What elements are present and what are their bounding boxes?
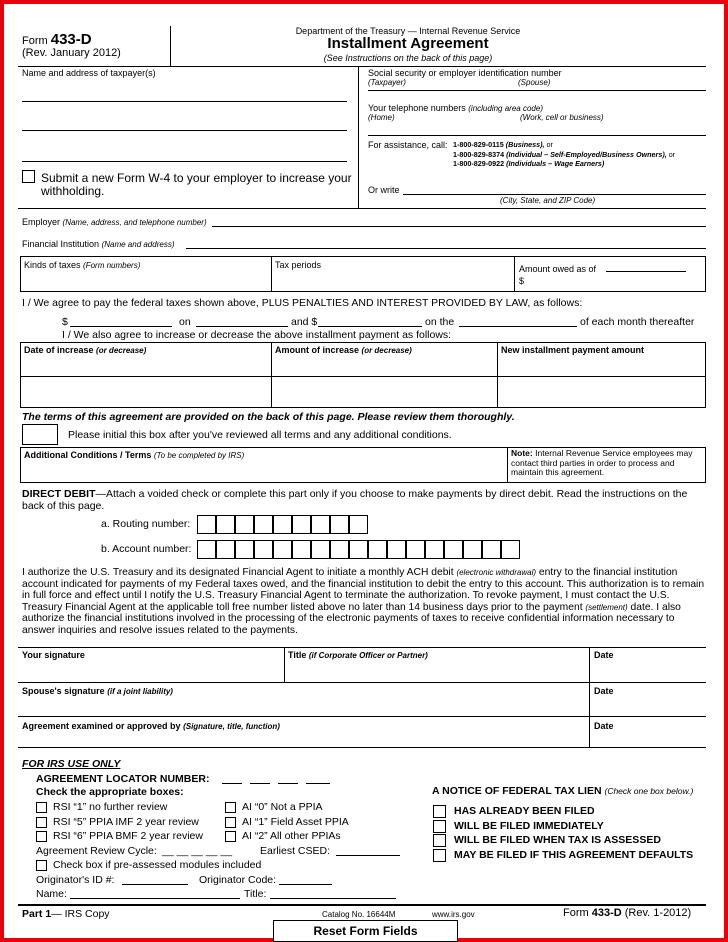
- increase-amount-label: [275, 345, 412, 355]
- digit-cell[interactable]: [254, 540, 273, 559]
- approved-label-text: Agreement examined or approved by: [22, 721, 181, 731]
- footer-part: [22, 908, 110, 920]
- digit-cell[interactable]: [273, 515, 292, 534]
- title-field-label: Title:: [244, 888, 267, 900]
- divider: [20, 376, 706, 377]
- review-cycle-field[interactable]: __ __ __ __ __: [162, 845, 233, 857]
- rsi-6-checkbox[interactable]: [36, 831, 47, 842]
- footer-form-prefix: Form: [563, 907, 589, 919]
- new-payment-label: New installment payment amount: [501, 345, 645, 355]
- title-note: (if Corporate Officer or Partner): [308, 651, 428, 660]
- divider: [18, 208, 706, 209]
- name-address-label: Name and address of taxpayer(s): [22, 68, 156, 78]
- digit-cell[interactable]: [273, 540, 292, 559]
- periods-label: Tax periods: [275, 260, 322, 270]
- agree-increase-line: I / We also agree to increase or decrease the above installment payment as follows:: [62, 329, 452, 341]
- note-label: Note:: [511, 448, 533, 458]
- divider: [507, 447, 508, 483]
- kinds-label-text: Kinds of taxes: [24, 260, 81, 270]
- direct-debit-instructions: —Attach a voided check or complete this part only if you choose to make payments by direct debit. Read the instructions on the back of this page.: [22, 488, 688, 512]
- locator-blank[interactable]: [306, 783, 330, 784]
- terms-text: The terms of this agreement are provided on the back of this page. Please review them thoroughly.: [22, 411, 515, 423]
- ssn-spouse-label: (Spouse): [518, 78, 551, 87]
- department: Department of the Treasury — Internal Revenue Service: [295, 26, 521, 36]
- phone-work-label: (Work, cell or business): [520, 113, 604, 122]
- direct-debit-text: [22, 488, 706, 512]
- originator-code-label: Originator Code:: [199, 874, 277, 886]
- page-title: Installment Agreement: [327, 35, 489, 52]
- assist-tail: or: [544, 140, 553, 149]
- w4-checkbox[interactable]: [22, 170, 35, 183]
- title-field[interactable]: [270, 898, 396, 899]
- authorization-text: [22, 567, 706, 637]
- digit-cell[interactable]: [330, 540, 349, 559]
- name-line-3[interactable]: [22, 161, 347, 162]
- ai-1-label: AI “1” Field Asset PPIA: [242, 816, 349, 828]
- assist-label: For assistance, call:: [368, 140, 448, 150]
- assist-num: 1-800-829-0115: [453, 140, 504, 149]
- digit-cell[interactable]: [235, 515, 254, 534]
- pre-assessed-label: Check box if pre-assessed modules included: [53, 859, 262, 871]
- your-signature-label: Your signature: [22, 650, 85, 660]
- pre-assessed-checkbox[interactable]: [36, 860, 47, 871]
- digit-cell[interactable]: [216, 540, 235, 559]
- copy-label: — IRS Copy: [51, 908, 110, 920]
- approved-by-label: [22, 721, 280, 731]
- footer-form-number: 433-D: [591, 907, 622, 919]
- assist-line: [453, 159, 675, 169]
- agree-on: on: [179, 316, 191, 328]
- phone-home-label: (Home): [368, 113, 395, 122]
- part-label: Part 1: [22, 908, 52, 920]
- footer-form-id: [563, 907, 691, 919]
- digit-cell[interactable]: [292, 515, 311, 534]
- increase-amount-note: (or decrease): [361, 346, 412, 355]
- agree-dollar: $: [62, 316, 68, 328]
- phone-field[interactable]: [368, 135, 706, 136]
- ai-0-label: AI “0” Not a PPIA: [242, 801, 323, 813]
- digit-cell[interactable]: [463, 540, 482, 559]
- divider: [284, 647, 285, 682]
- form-number: 433-D: [50, 31, 92, 48]
- phone-label-text: Your telephone numbers: [368, 103, 466, 113]
- conditions-note-box: [511, 449, 703, 478]
- auth-part: (settlement): [585, 602, 628, 612]
- auth-part: I authorize the U.S. Treasury and its designated Financial Agent to initiate a monthly ACH debit: [22, 567, 457, 578]
- name-line-1[interactable]: [22, 101, 347, 102]
- name-line-2[interactable]: [22, 130, 347, 131]
- spouse-label-text: Spouse's signature: [22, 686, 105, 696]
- assist-num: 1-800-829-0922: [453, 159, 505, 168]
- date-label: Date: [594, 650, 614, 660]
- digit-cell[interactable]: [368, 540, 387, 559]
- csed-label: Earliest CSED:: [260, 845, 331, 857]
- check-boxes-label: Check the appropriate boxes:: [36, 786, 184, 798]
- date-label: Date: [594, 721, 614, 731]
- amount-owed-label: Amount owed as of: [519, 264, 597, 274]
- agree-month-after: of each month thereafter: [580, 316, 695, 328]
- lien-immediately-checkbox[interactable]: [433, 820, 446, 833]
- ssn-field[interactable]: [368, 90, 706, 91]
- digit-cell[interactable]: [254, 515, 273, 534]
- rsi-5-checkbox[interactable]: [36, 817, 47, 828]
- form-id: [22, 31, 92, 48]
- divider: [18, 904, 706, 906]
- employer-note: (Name, address, and telephone number): [62, 218, 207, 227]
- assist-desc: (Individuals – Wage Earners): [506, 159, 605, 168]
- form-prefix: Form: [22, 35, 48, 47]
- digit-cell[interactable]: [387, 540, 406, 559]
- divider: [18, 716, 706, 717]
- digit-cell[interactable]: [311, 540, 330, 559]
- rsi-1-label: RSI “1” no further review: [53, 801, 168, 813]
- increase-date-text: Date of increase: [24, 345, 94, 355]
- originator-id-label: Originator's ID #:: [36, 874, 115, 886]
- start-date-field[interactable]: [196, 326, 288, 327]
- divider: [18, 647, 706, 648]
- divider: [18, 682, 706, 683]
- financial-note: (Name and address): [101, 240, 175, 249]
- employer-label-text: Employer: [22, 217, 61, 227]
- ssn-taxpayer-label: (Taxpayer): [368, 78, 406, 87]
- approved-note: (Signature, title, function): [183, 722, 280, 731]
- ai-1-checkbox[interactable]: [225, 817, 236, 828]
- conditions-note: (To be completed by IRS): [153, 451, 245, 460]
- digit-cell[interactable]: [292, 540, 311, 559]
- digit-cell[interactable]: [330, 515, 349, 534]
- csed-field[interactable]: [336, 855, 400, 856]
- divider: [358, 66, 359, 208]
- reset-form-button[interactable]: Reset Form Fields: [273, 920, 458, 942]
- auth-part: date. I also authorize the financial institutions involved in the processing of the electronic payments of taxes to receive confidential information necessary to answer inquiries and resolve issues related to the payments.: [22, 601, 681, 636]
- form-revision: (Rev. January 2012): [22, 47, 121, 59]
- agree-and: and $: [291, 316, 318, 328]
- assist-line: [453, 140, 675, 150]
- lien-heading: [432, 785, 693, 797]
- employer-label: [22, 217, 207, 227]
- phone-note: (including area code): [468, 104, 543, 113]
- write-field[interactable]: [403, 194, 706, 195]
- lien-option: WILL BE FILED WHEN TAX IS ASSESSED: [454, 834, 661, 846]
- footer-rev: (Rev. 1-2012): [624, 907, 692, 919]
- digit-cell[interactable]: [444, 540, 463, 559]
- financial-label-text: Financial Institution: [22, 239, 100, 249]
- increase-date-label: [24, 345, 146, 355]
- monthly-amount-field[interactable]: [318, 326, 422, 327]
- installment-amount-field[interactable]: [70, 326, 172, 327]
- auth-part: entry to the financial institution account indicated for payments of my Federal taxes owed, and the financial institution to debit the entry to this account. This authorization is to remain in full force and effect until I notify the U.S. Treasury Financial Agent to terminate the authorization. To revoke payment, I must contact the U.S. Treasury Financial Agent at the applicable toll free number listed above no later than 14 business days prior to the payment: [22, 567, 705, 613]
- lien-option: WILL BE FILED IMMEDIATELY: [454, 820, 604, 832]
- locator-blank[interactable]: [278, 783, 298, 784]
- locator-blank[interactable]: [222, 783, 242, 784]
- originator-code-field[interactable]: [279, 884, 332, 885]
- rsi-5-label: RSI “5” PPIA IMF 2 year review: [53, 816, 199, 828]
- financial-label: [22, 239, 174, 249]
- divider: [514, 256, 515, 292]
- digit-cell[interactable]: [349, 540, 368, 559]
- conditions-label: [24, 450, 244, 460]
- date-label: Date: [594, 686, 614, 696]
- review-cycle-label: Agreement Review Cycle:: [36, 845, 157, 857]
- initial-instruction: Please initial this box after you've reviewed all terms and any additional conditions.: [68, 429, 452, 441]
- city-state-label: (City, State, and ZIP Code): [500, 196, 596, 205]
- digit-cell[interactable]: [501, 540, 520, 559]
- rsi-6-label: RSI “6” PPIA BMF 2 year review: [53, 830, 203, 842]
- or-write-label: Or write: [368, 185, 400, 195]
- lien-assessed-checkbox[interactable]: [433, 834, 446, 847]
- digit-cell[interactable]: [216, 515, 235, 534]
- originator-id-field[interactable]: [122, 884, 188, 885]
- digit-cell[interactable]: [197, 515, 216, 534]
- assist-num: 1-800-829-8374: [453, 149, 505, 159]
- divider: [589, 647, 590, 747]
- direct-debit-heading: DIRECT DEBIT: [22, 488, 96, 500]
- digit-cell[interactable]: [406, 540, 425, 559]
- name-label: Name:: [36, 888, 67, 900]
- auth-part: (electronic withdrawal): [456, 568, 537, 577]
- ai-0-checkbox[interactable]: [225, 802, 236, 813]
- locator-label: AGREEMENT LOCATOR NUMBER:: [36, 773, 210, 785]
- catalog-number: Catalog No. 16644M: [322, 910, 396, 919]
- title-label: [288, 650, 428, 660]
- digit-cell[interactable]: [197, 540, 216, 559]
- divider: [271, 342, 272, 408]
- w4-text: Submit a new Form W-4 to your employer to increase your withholding.: [41, 171, 352, 198]
- assist-line: [453, 150, 675, 160]
- digit-cell[interactable]: [349, 515, 368, 534]
- initial-box[interactable]: [22, 424, 58, 445]
- ai-2-checkbox[interactable]: [225, 831, 236, 842]
- increase-amount-text: Amount of increase: [275, 345, 360, 355]
- assist-desc: (Individual – Self-Employed/Business Owners),: [506, 149, 667, 159]
- lien-filed-checkbox[interactable]: [433, 805, 446, 818]
- conditions-label-text: Additional Conditions / Terms: [24, 450, 152, 460]
- agree-on-the: on the: [425, 316, 455, 328]
- digit-cell[interactable]: [482, 540, 501, 559]
- ssn-label: Social security or employer identification number: [368, 68, 562, 78]
- divider: [18, 747, 706, 748]
- spouse-signature-label: [22, 686, 173, 696]
- rsi-1-checkbox[interactable]: [36, 802, 47, 813]
- routing-label: a. Routing number:: [101, 518, 191, 530]
- locator-blank[interactable]: [250, 783, 270, 784]
- kinds-note: (Form numbers): [83, 261, 141, 270]
- employer-field[interactable]: [212, 226, 706, 227]
- increase-date-note: (or decrease): [96, 346, 147, 355]
- lien-heading-text: A NOTICE OF FEDERAL TAX LIEN: [432, 785, 602, 797]
- day-of-month-field[interactable]: [459, 326, 577, 327]
- digit-cell[interactable]: [311, 515, 330, 534]
- phone-label: [368, 103, 543, 113]
- divider: [18, 66, 706, 67]
- digit-cell[interactable]: [425, 540, 444, 559]
- divider: [271, 256, 272, 292]
- note-text: Internal Revenue Service employees may contact third parties in order to process and maintain this agreement.: [511, 448, 693, 477]
- name-field[interactable]: [70, 898, 240, 899]
- lien-option: MAY BE FILED IF THIS AGREEMENT DEFAULTS: [454, 849, 694, 861]
- irs-use-heading: FOR IRS USE ONLY: [22, 758, 121, 770]
- kinds-label: [24, 260, 140, 270]
- divider: [497, 342, 498, 408]
- ai-2-label: AI “2” All other PPIAs: [242, 830, 341, 842]
- amount-date-field[interactable]: [606, 271, 686, 272]
- lien-option: HAS ALREADY BEEN FILED: [454, 805, 595, 817]
- assist-tail: or: [666, 149, 676, 159]
- financial-field[interactable]: [186, 248, 706, 249]
- subtitle: (See Instructions on the back of this page): [323, 53, 493, 63]
- title-label-text: Title: [288, 650, 307, 660]
- agree-line: I / We agree to pay the federal taxes shown above, PLUS PENALTIES AND INTEREST PROVIDED BY LAW, as follows:: [22, 297, 583, 309]
- assist-desc: (Business),: [505, 140, 545, 149]
- lien-note: (Check one box below.): [604, 786, 694, 796]
- irs-url: www.irs.gov: [432, 910, 475, 919]
- amount-dollar: $: [519, 276, 525, 286]
- account-label: b. Account number:: [101, 543, 192, 555]
- lien-defaults-checkbox[interactable]: [433, 849, 446, 862]
- digit-cell[interactable]: [235, 540, 254, 559]
- assist-numbers: [453, 140, 675, 169]
- spouse-note: (if a joint liability): [107, 687, 173, 696]
